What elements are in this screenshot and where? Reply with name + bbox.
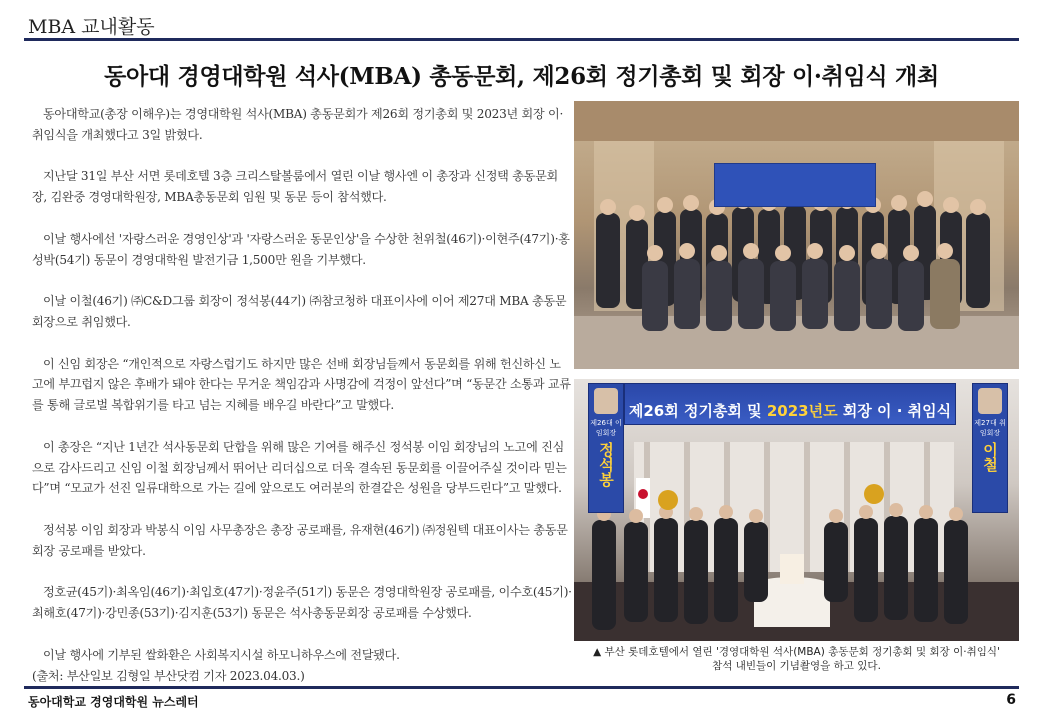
page-number: 6 [1006, 692, 1016, 708]
article-paragraph: 이날 행사에 기부된 쌀화환은 사회복지시설 하모니하우스에 전달됐다. [43, 647, 400, 662]
ceremony-photo [574, 379, 1019, 641]
article-paragraph: 이 신임 회장은 “개인적으로 자랑스럽기도 하지만 많은 선배 회장님들께서 동문회를 위해 헌신하신 노고에 부끄럽지 않은 후배가 돼야 한다는 무거운 책임감과 사명감에 걱정이 앞선다”며 “동문간 소통과 교류를 통해 글로벌 복합위기를 타고 넘는 지혜를 배우길 바란다”고 말했다. [32, 356, 571, 413]
incoming-president-panel [972, 383, 1008, 513]
event-banner-title: 제26회 정기총회 및 2023년도 회장 이 · 취임식 [628, 402, 952, 420]
article-paragraph: 이 총장은 “지난 1년간 석사동문회 단합을 위해 많은 기여를 해주신 정석봉 이임 회장님의 노고에 진심으로 감사드리고 신임 이철 회장님께서 뛰어난 리더십으로 더욱 결속된 동문회를 이끌어주실 것이라 믿는다”며 “모교가 선진 일류대학으로 가는 길에 앞으로도 여러분의 한결같은 성원을 당부드린다”고 말했다. [32, 439, 567, 496]
photo-caption-line2: 참석 내빈들이 기념촬영을 하고 있다. [712, 660, 881, 672]
article-paragraph: 이날 이철(46기) ㈜C&D그룹 회장이 정석봉(44기) ㈜참코청하 대표이사에 이어 제27대 MBA 총동문회장으로 취임했다. [32, 294, 567, 329]
incoming-president-name: 이철 [981, 442, 999, 472]
event-signboard [714, 163, 876, 207]
article-headline: 동아대 경영대학원 석사(MBA) 총동문회, 제26회 정기총회 및 회장 이·취임식 개최 [104, 63, 939, 90]
article-paragraph: 동아대학교(총장 이해우)는 경영대학원 석사(MBA) 총동문회가 제26회 정기총회 및 2023년 회장 이·취임식을 개최했다고 3일 밝혔다. [32, 107, 564, 142]
incoming-president-title: 제27대 취임회장 [974, 419, 1006, 437]
article-paragraph: 정호균(45기)·최옥임(46기)·최입호(47기)·정윤주(51기) 동문은 경영대학원장 공로패를, 이수호(45기)·최해호(47기)·강민종(53기)·김지훈(53기) 동문은 석사총동문회장 공로패를 수상했다. [32, 585, 572, 621]
article-paragraph: 이날 행사에선 '자랑스러운 경영인상'과 '자랑스러운 동문인상'을 수상한 천위철(46기)·이현주(47기)·홍성박(54기) 동문이 경영대학원 발전기금 1,500만 원을 기부했다. [32, 231, 570, 267]
top-divider [24, 38, 1019, 41]
article-paragraph: 정석봉 이임 회장과 박봉식 이임 사무총장은 총장 공로패를, 유재현(46기) ㈜정원텍 대표이사는 총동문회장 공로패를 받았다. [32, 522, 568, 558]
event-banner [624, 383, 956, 425]
bottom-divider [24, 686, 1019, 689]
outgoing-president-title: 제26대 이임회장 [590, 419, 622, 437]
outgoing-president-portrait [594, 388, 618, 414]
article-source: (출처: 부산일보 김형일 부산닷컴 기자 2023.04.03.) [32, 668, 305, 683]
outgoing-president-name: 정석봉 [597, 442, 615, 487]
article-paragraph: 지난달 31일 부산 서면 롯데호텔 3층 크리스탈볼룸에서 열린 이날 행사엔 이 총장과 신정택 총동문회장, 김완중 경영대학원장, MBA총동문회 임원 및 동문 등이 참석했다. [32, 169, 558, 205]
newsletter-name: 동아대학교 경영대학원 뉴스레터 [28, 695, 199, 709]
article-body [32, 104, 572, 686]
outgoing-president-panel [588, 383, 624, 513]
incoming-president-portrait [978, 388, 1002, 414]
photo-caption [574, 645, 1019, 673]
photo-caption-line1: ▲ 부산 롯데호텔에서 열린 '경영대학원 석사(MBA) 총동문회 정기총회 및 회장 이·취임식' [593, 646, 1000, 658]
group-photo [574, 101, 1019, 369]
section-label: MBA 교내활동 [28, 16, 155, 38]
group-photo-illustration [574, 101, 1019, 369]
